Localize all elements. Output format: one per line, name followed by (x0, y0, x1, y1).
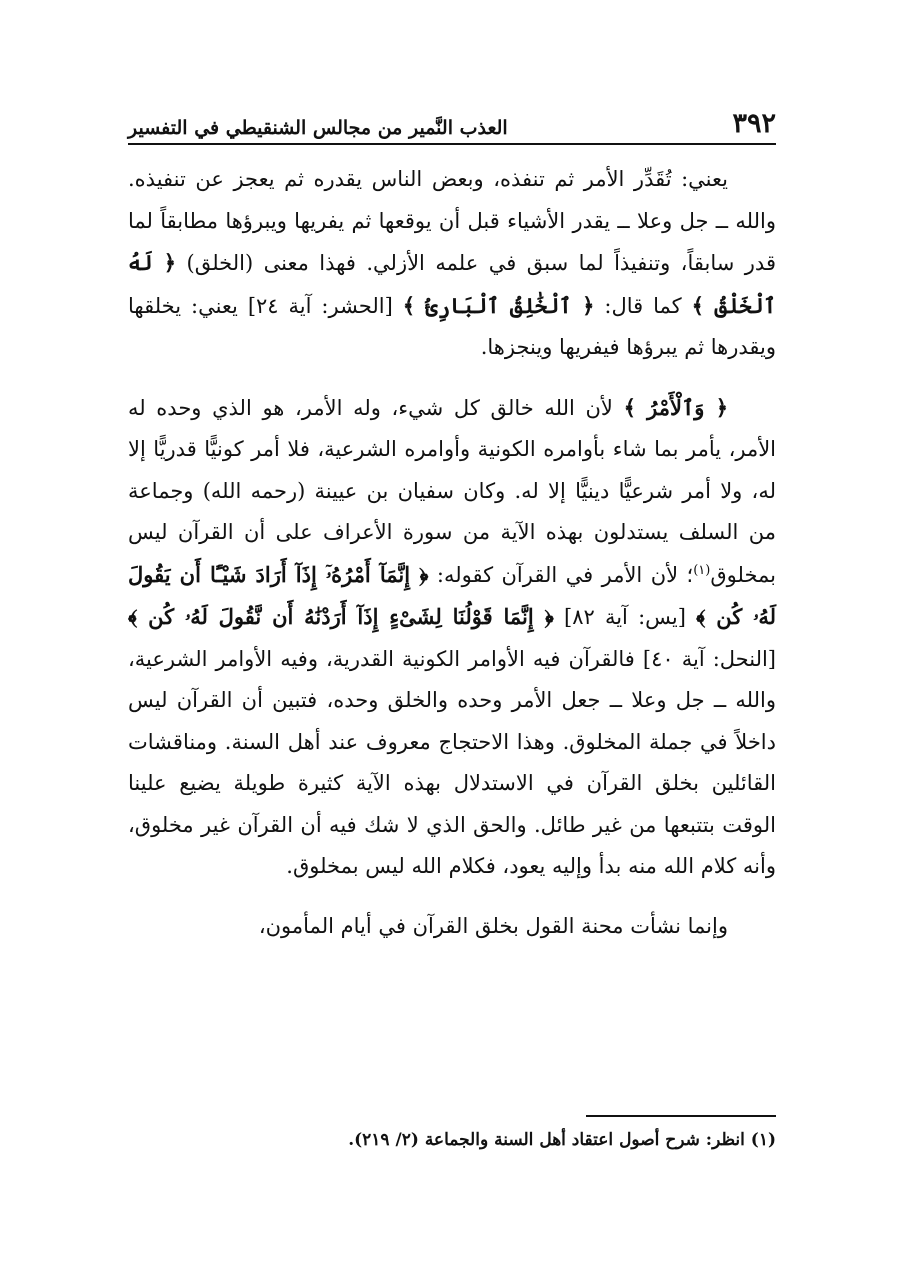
text-run: [الحشر: آية ٢٤] يعني: يخلقها ويقدرها ثم يبرؤها فيفريها وينجزها. (128, 293, 776, 359)
page-header (128, 95, 776, 145)
quran-quote: ﴿ إِنَّمَا قَوْلُنَا لِشَىْءٍ إِذَآ أَرَدْنَٰهُ أَن نَّقُولَ لَهُۥ كُن ﴾ (128, 604, 554, 629)
quran-quote: ﴿ إِنَّمَآ أَمْرُهُۥٓ إِذَآ أَرَادَ شَيْـًٔا أَن يَقُولَ لَهُۥ كُن ﴾ (128, 561, 777, 629)
paragraph-2 (128, 387, 776, 888)
book-page (128, 95, 776, 1195)
text-run: وإنما نشأت محنة القول بخلق القرآن في أيام المأمون، (258, 913, 728, 938)
quran-quote: ﴿ وَٱلْأَمْرُ ﴾ (623, 394, 728, 420)
footnote: (١) انظر: شرح أصول اعتقاد أهل السنة والجماعة (٢/ ٢١٩). (348, 1130, 776, 1150)
paragraph-3 (128, 906, 776, 948)
running-title: العذب النَّمير من مجالس الشنقيطي في التفسير (128, 117, 508, 139)
text-run: لأن الله خالق كل شيء، وله الأمر، هو الذي وحده له الأمر، يأمر بما شاء بأوامره الكونية وأوامره الشرعية، فلا أمر كونيًّا قدريًّا إلا له، ولا أمر شرعيًّا دينيًّا إلا له. وكان سفيان بن عيينة (رحمه الله) وجماعة من السلف يستدلون بهذه الآية من سورة الأعراف على أن القرآن ليس بمخلوق (128, 395, 776, 587)
quran-quote: ﴿ لَهُ ٱلْخَلْقُ ﴾ (128, 250, 776, 318)
text-run: [يس: آية ٨٢] (553, 605, 697, 629)
text-run: ؛ لأن الأمر في القرآن كقوله: (428, 562, 694, 587)
footnote-divider (586, 1115, 776, 1117)
text-run: [النحل: آية ٤٠] فالقرآن فيه الأوامر الكونية القدرية، وفيه الأوامر الشرعية، والله ــ جل وعلا ــ جعل الأمر وحده والخلق وحده، فتبين أن القرآن ليس داخلاً في جملة المخلوق. وهذا الاحتجاج معروف عند أهل السنة. ومناقشات القائلين بخلق القرآن في الاستدلال بهذه الآية كثيرة طويلة يضيع علينا الوقت بتتبعها من غير طائل. والحق الذي لا شك فيه أن القرآن غير مخلوق، وأنه كلام الله منه بدأ وإليه يعود، فكلام الله ليس بمخلوق. (128, 646, 777, 878)
footnote-ref: (١) (693, 562, 711, 578)
body-text (128, 159, 776, 947)
quran-quote: ﴿ ٱلْخَٰلِقُ ٱلْبَارِئُ ﴾ (402, 292, 595, 318)
text-run: كما قال: (594, 293, 692, 318)
text-run: يعني: تُقَدِّر الأمر ثم تنفذه، وبعض الناس يقدره ثم يعجز عن تنفيذه. والله ــ جل وعلا ــ يقدر الأشياء قبل أن يوقعها ثم يفريها ويبرؤها مطابقاً لما قدر سابقاً، وتنفيذاً لما سبق في علمه الأزلي. فهذا معنى (الخلق) (128, 167, 776, 275)
paragraph-1 (128, 159, 776, 369)
page-number: ٣٩٢ (732, 108, 776, 139)
